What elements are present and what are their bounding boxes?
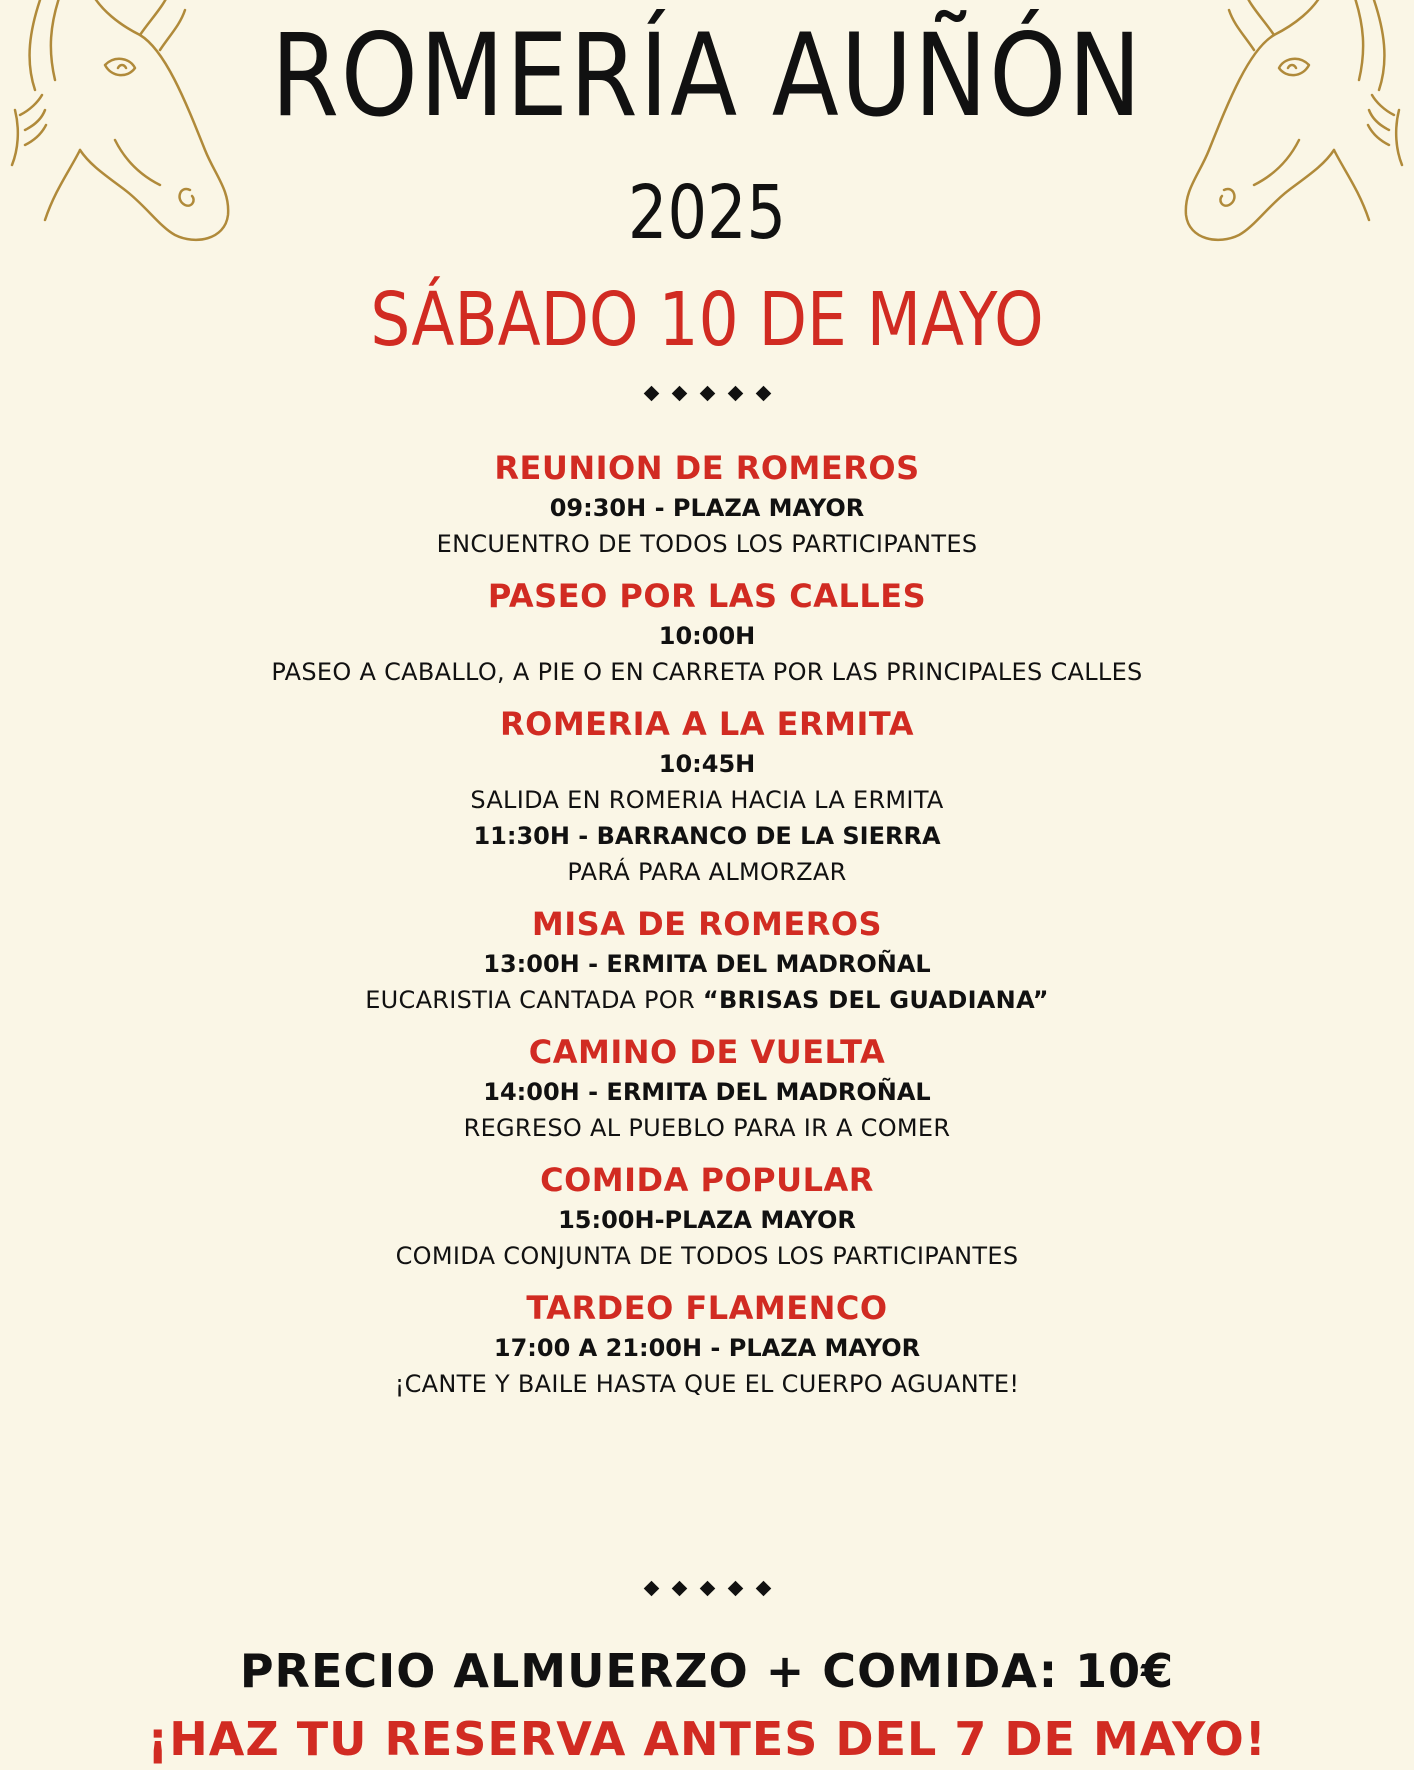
price-info: PRECIO ALMUERZO + COMIDA: 10€	[239, 1644, 1175, 1698]
diamond-icon	[755, 386, 771, 402]
diamond-icon	[727, 1581, 743, 1597]
description-text: EUCARISTIA CANTADA POR	[365, 986, 703, 1014]
section-title: TARDEO FLAMENCO	[526, 1289, 888, 1327]
section-description: ENCUENTRO DE TODOS LOS PARTICIPANTES	[436, 530, 978, 558]
reservation-notice: ¡HAZ TU RESERVA ANTES DEL 7 DE MAYO!	[147, 1712, 1267, 1766]
schedule-section	[0, 1030, 1414, 1146]
section-description: PARÁ PARA ALMORZAR	[567, 858, 847, 886]
event-date: SÁBADO 10 DE MAYO	[370, 277, 1044, 363]
diamond-icon	[671, 386, 687, 402]
schedule-section	[0, 702, 1414, 890]
schedule-section	[0, 1158, 1414, 1274]
schedule-section	[0, 574, 1414, 690]
section-time: 11:30H - BARRANCO DE LA SIERRA	[473, 822, 941, 850]
diamond-icon	[643, 1581, 659, 1597]
section-description: SALIDA EN ROMERIA HACIA LA ERMITA	[470, 786, 944, 814]
schedule-section	[0, 446, 1414, 562]
section-description	[0, 982, 1414, 1018]
section-time: 13:00H - ERMITA DEL MADROÑAL	[483, 950, 931, 978]
diamond-icon	[643, 386, 659, 402]
event-title: ROMERÍA AUÑÓN	[270, 9, 1144, 142]
diamond-icon	[727, 386, 743, 402]
section-title: ROMERIA A LA ERMITA	[499, 705, 915, 743]
description-highlight: “BRISAS DEL GUADIANA”	[702, 986, 1049, 1014]
event-year: 2025	[627, 170, 787, 256]
poster-header	[0, 0, 1414, 364]
section-time: 10:00H	[658, 622, 756, 650]
section-description: PASEO A CABALLO, A PIE O EN CARRETA POR LAS PRINCIPALES CALLES	[271, 658, 1143, 686]
event-schedule	[0, 446, 1414, 1414]
section-time: 14:00H - ERMITA DEL MADROÑAL	[483, 1078, 931, 1106]
diamond-divider-top	[0, 388, 1414, 399]
section-title: CAMINO DE VUELTA	[528, 1033, 886, 1071]
section-title: COMIDA POPULAR	[540, 1161, 874, 1199]
schedule-section	[0, 1286, 1414, 1402]
section-time: 10:45H	[658, 750, 756, 778]
diamond-icon	[671, 1581, 687, 1597]
section-title: REUNION DE ROMEROS	[494, 449, 920, 487]
diamond-divider-bottom	[0, 1583, 1414, 1594]
diamond-icon	[755, 1581, 771, 1597]
diamond-icon	[699, 386, 715, 402]
section-time: 15:00H-PLAZA MAYOR	[558, 1206, 856, 1234]
section-description: COMIDA CONJUNTA DE TODOS LOS PARTICIPANTES	[395, 1242, 1019, 1270]
section-description: ¡CANTE Y BAILE HASTA QUE EL CUERPO AGUANTE!	[394, 1370, 1020, 1398]
section-title: PASEO POR LAS CALLES	[487, 577, 927, 615]
section-time: 09:30H - PLAZA MAYOR	[549, 494, 865, 522]
section-title: MISA DE ROMEROS	[531, 905, 883, 943]
schedule-section	[0, 902, 1414, 1018]
diamond-icon	[699, 1581, 715, 1597]
poster-footer	[0, 1640, 1414, 1770]
section-description: REGRESO AL PUEBLO PARA IR A COMER	[463, 1114, 951, 1142]
section-time: 17:00 A 21:00H - PLAZA MAYOR	[493, 1334, 921, 1362]
